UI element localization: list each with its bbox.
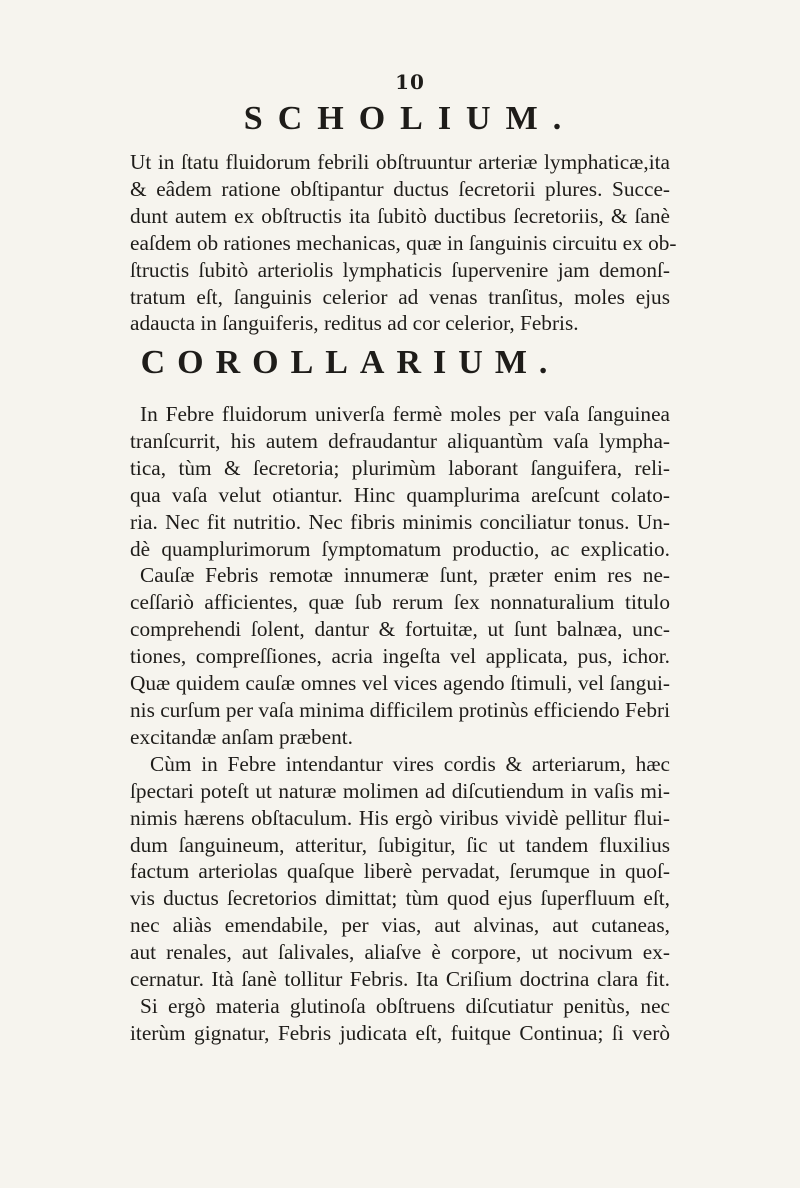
- text-line: tica, tùm & ſecretoria; plurimùm laborant ſanguifera, reli-: [130, 455, 670, 480]
- text-line: nimis hærens obſtaculum. His ergò viribus vividè pellitur flui-: [130, 805, 670, 830]
- text-line: ſpectari poteſt ut naturæ molimen ad diſcutiendum in vaſis mi-: [130, 778, 670, 803]
- text-line: eaſdem ob rationes mechanicas, quæ in ſanguinis circuitu ex ob-: [130, 230, 677, 255]
- text-line: qua vaſa velut otiantur. Hinc quamplurima areſcunt colato-: [130, 482, 670, 507]
- text-line: Ut in ſtatu fluidorum febrili obſtruuntur arteriæ lymphaticæ,ita: [130, 150, 670, 174]
- text-line: Cùm in Febre intendantur vires cordis & arteriarum, hæc: [150, 751, 670, 776]
- corollarium-paragraph: [130, 401, 670, 1047]
- text-line: nec aliàs emendabile, per vias, aut alvinas, aut cutaneas,: [130, 913, 670, 938]
- text-line: adaucta in ſanguiferis, reditus ad cor celerior, Febris.: [130, 311, 579, 336]
- text-line: dunt autem ex obſtructis ita ſubitò ductibus ſecretoriis, & ſanè: [130, 203, 670, 228]
- text-line: comprehendi ſolent, dantur & fortuitæ, ut ſunt balnæa, unc-: [130, 617, 670, 642]
- text-line: tiones, compreſſiones, acria ingeſta vel applicata, pus, ichor.: [130, 644, 670, 669]
- text-line: ceſſariò afficientes, quæ ſub rerum ſex nonnaturalium titulo: [130, 590, 670, 615]
- scholium-paragraph: [130, 149, 677, 337]
- page-number: 10: [395, 70, 425, 94]
- text-line: cernatur. Ità ſanè tollitur Febris. Ita Criſium doctrina clara fit.: [130, 967, 670, 992]
- text-line: vis ductus ſecretorios dimittat; tùm quod ejus ſuperfluum eſt,: [130, 886, 670, 911]
- text-line: Cauſæ Febris remotæ innumeræ ſunt, præter enim res ne-: [140, 563, 670, 588]
- text-line: In Febre fluidorum univerſa fermè moles per vaſa ſanguinea: [140, 402, 670, 426]
- text-line: Quæ quidem cauſæ omnes vel vices agendo ſtimuli, vel ſangui-: [130, 671, 670, 696]
- scholium-heading: SCHOLIUM.: [243, 100, 577, 137]
- text-line: nis curſum per vaſa minima difficilem protinùs efficiendo Febri: [130, 697, 670, 722]
- text-line: aut renales, aut ſalivales, aliaſve è corpore, ut nocivum ex-: [130, 940, 670, 965]
- text-line: dum ſanguineum, atteritur, ſubigitur, ſic ut tandem fluxilius: [130, 832, 670, 857]
- text-line: tranſcurrit, his autem defraudantur aliquantùm vaſa lympha-: [130, 428, 670, 453]
- text-line: excitandæ anſam præbent.: [130, 724, 353, 749]
- text-line: ria. Nec fit nutritio. Nec fibris minimis conciliatur tonus. Un-: [130, 509, 670, 534]
- text-line: dè quamplurimorum ſymptomatum productio, ac explicatio.: [130, 536, 670, 561]
- text-line: iterùm gignatur, Febris judicata eſt, fuitque Continua; ſi verò: [130, 1020, 670, 1045]
- text-line: ſtructis ſubitò arteriolis lymphaticis ſupervenire jam demonſ-: [130, 257, 670, 282]
- text-line: Si ergò materia glutinoſa obſtruens diſcutiatur penitùs, nec: [140, 993, 670, 1018]
- corollarium-heading: COROLLARIUM.: [140, 344, 560, 381]
- text-line: tratum eſt, ſanguinis celerior ad venas tranſitus, moles ejus: [130, 284, 670, 309]
- text-line: & eâdem ratione obſtipantur ductus ſecretorii plures. Succe-: [130, 176, 670, 201]
- text-line: factum arteriolas quaſque liberè pervadat, ſerumque in quoſ-: [130, 859, 670, 884]
